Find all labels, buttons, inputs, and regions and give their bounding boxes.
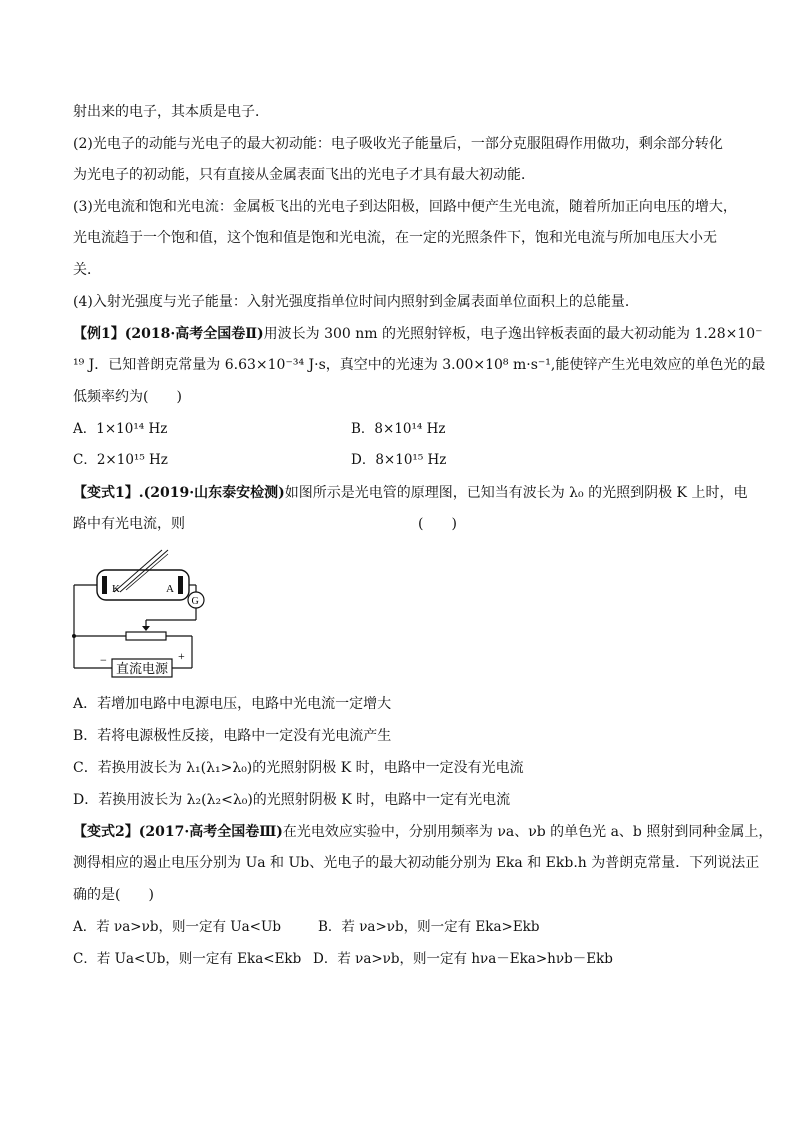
variant1-option-a: A．若增加电路中电源电压，电路中光电流一定增大 — [73, 696, 392, 712]
example1-stem-line-1 — [73, 324, 763, 344]
intro-line-3: 为光电子的初动能，只有直接从金属表面飞出的光电子才具有最大初动能． — [73, 167, 535, 183]
anode-label: A — [166, 583, 174, 595]
cathode-label: K — [112, 583, 120, 595]
variant2-option-d: D．若 νa>νb，则一定有 hνa－Eka>hνb－Ekb — [313, 951, 613, 967]
positive-terminal-label: + — [178, 649, 185, 663]
variant2-stem-line-1 — [73, 822, 772, 842]
example1-option-b: B．8×10¹⁴ Hz — [351, 421, 446, 437]
variant1-option-c: C．若换用波长为 λ₁(λ₁>λ₀)的光照射阴极 K 时，电路中一定没有光电流 — [73, 760, 524, 776]
negative-terminal-label: − — [100, 653, 107, 667]
example1-stem-line-3: 低频率约为( ) — [73, 389, 182, 405]
example1-source: (2018·高考全国卷Ⅱ) — [124, 326, 264, 342]
phototube-envelope — [97, 570, 189, 600]
example1-stem-text: 用波长为 300 nm 的光照射锌板，电子逸出锌板表面的最大初动能为 1.28×10⁻ — [263, 326, 763, 342]
variant2-stem-line-2: 测得相应的遏止电压分别为 Ua 和 Ub、光电子的最大初动能分别为 Eka 和 Ekb.h 为普朗克常量．下列说法正 — [73, 855, 760, 871]
light-beam-line-3 — [126, 554, 168, 590]
variant2-stem-text: 在光电效应实验中，分别用频率为 νa、νb 的单色光 a、b 照射到同种金属上， — [282, 824, 773, 840]
anode-plate — [178, 576, 183, 594]
intro-line-5: 光电流趋于一个饱和值，这个饱和值是饱和光电流，在一定的光照条件下，饱和光电流与所加电压大小无 — [73, 230, 717, 246]
variant1-answer-bracket: ( ) — [418, 516, 457, 532]
example1-option-a: A．1×10¹⁴ Hz — [73, 421, 168, 437]
variant2-source: (2017·高考全国卷Ⅲ) — [138, 824, 283, 840]
example1-option-d: D．8×10¹⁵ Hz — [351, 452, 447, 468]
variant2-option-c: C．若 Ua<Ub，则一定有 Eka<Ekb — [73, 951, 302, 967]
variant2-option-b: B．若 νa>νb，则一定有 Eka>Ekb — [318, 919, 540, 935]
variant1-option-b: B．若将电源极性反接，电路中一定没有光电流产生 — [73, 728, 392, 744]
intro-line-1: 射出来的电子，其本质是电子． — [73, 104, 269, 120]
intro-line-7: (4)入射光强度与光子能量：入射光强度指单位时间内照射到金属表面单位面积上的总能量． — [73, 294, 639, 310]
intro-line-2: (2)光电子的动能与光电子的最大初动能：电子吸收光子能量后，一部分克服阻碍作用做功，剩余部分转化 — [73, 136, 723, 152]
junction-dot — [72, 634, 76, 638]
example1-tag: 【例1】 — [73, 326, 125, 342]
variant2-stem-line-3: 确的是( ) — [73, 887, 154, 903]
cathode-plate — [102, 576, 107, 594]
galvanometer-label: G — [191, 596, 199, 607]
variant1-stem-line-2: 路中有光电流，则 — [73, 516, 185, 532]
slider-arrow-icon — [142, 626, 150, 631]
variant1-tag: 【变式1】. — [73, 485, 144, 501]
variant1-stem-text: 如图所示是光电管的原理图，已知当有波长为 λ₀ 的光照到阴极 K 上时，电 — [284, 485, 748, 501]
intro-line-4: (3)光电流和饱和光电流：金属板飞出的光电子到达阳极，回路中便产生光电流，随着所加正向电压的增大， — [73, 199, 737, 215]
variant1-stem-line-1 — [73, 483, 747, 503]
light-beam-line-1 — [114, 550, 162, 592]
dc-source-label: 直流电源 — [116, 662, 169, 677]
example1-option-c: C．2×10¹⁵ Hz — [73, 452, 168, 468]
photocell-circuit-figure — [70, 548, 220, 683]
rheostat — [126, 632, 166, 640]
variant2-tag: 【变式2】 — [73, 824, 139, 840]
intro-line-6: 关． — [73, 262, 101, 278]
light-beam-line-2 — [120, 550, 168, 592]
variant1-source: (2019·山东泰安检测) — [143, 485, 285, 501]
example1-stem-line-2: ¹⁹ J．已知普朗克常量为 6.63×10⁻³⁴ J·s，真空中的光速为 3.00×10⁸ m·s⁻¹,能使锌产生光电效应的单色光的最 — [73, 357, 766, 373]
variant2-option-a: A．若 νa>νb，则一定有 Ua<Ub — [73, 919, 282, 935]
variant1-option-d: D．若换用波长为 λ₂(λ₂<λ₀)的光照射阴极 K 时，电路中一定有光电流 — [73, 792, 511, 808]
